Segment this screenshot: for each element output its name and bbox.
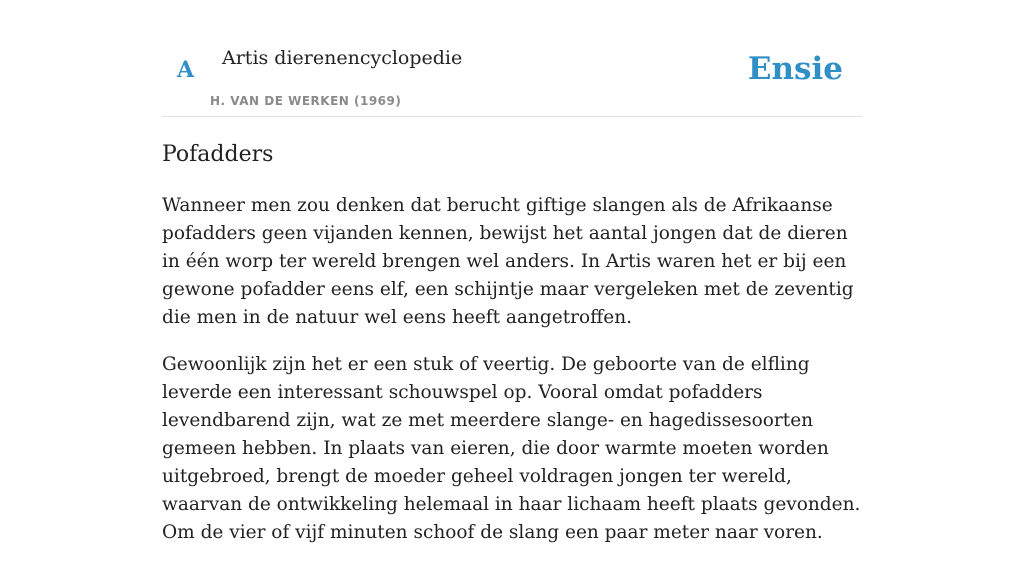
article-body <box>162 192 864 566</box>
paragraph-1: Wanneer men zou denken dat berucht giftige slangen als de Afrikaanse pofadders geen vijanden kennen, bewijst het aantal jongen dat de dieren in één worp ter wereld brengen wel anders. In Artis waren het er bij een gewone pofadder eens elf, een schijntje maar vergeleken met de zeventig die men in de natuur wel eens heeft aangetroffen. <box>162 195 854 328</box>
article-title: Pofadders <box>162 142 274 167</box>
page-header <box>162 0 862 117</box>
brand-logo-link[interactable]: Ensie <box>747 51 843 87</box>
index-letter[interactable]: A <box>177 57 195 83</box>
paragraph-2: Gewoonlijk zijn het er een stuk of veertig. De geboorte van de elfling leverde een interessant schouwspel op. Vooral omdat pofadders levendbarend zijn, wat ze met meerdere slange- en hagedissesoorten gemeen hebben. In plaats van eieren, die door warmte moeten worden uitgebroed, brengt de moeder geheel voldragen jongen ter wereld, waarvan de ontwikkeling helemaal in haar lichaam heeft plaats gevonden. Om de vier of vijf minuten schoof de slang een paar meter naar voren. <box>162 354 861 543</box>
book-author: H. VAN DE WERKEN (1969) <box>210 94 402 108</box>
book-title[interactable]: Artis dierenencyclopedie <box>222 47 463 69</box>
